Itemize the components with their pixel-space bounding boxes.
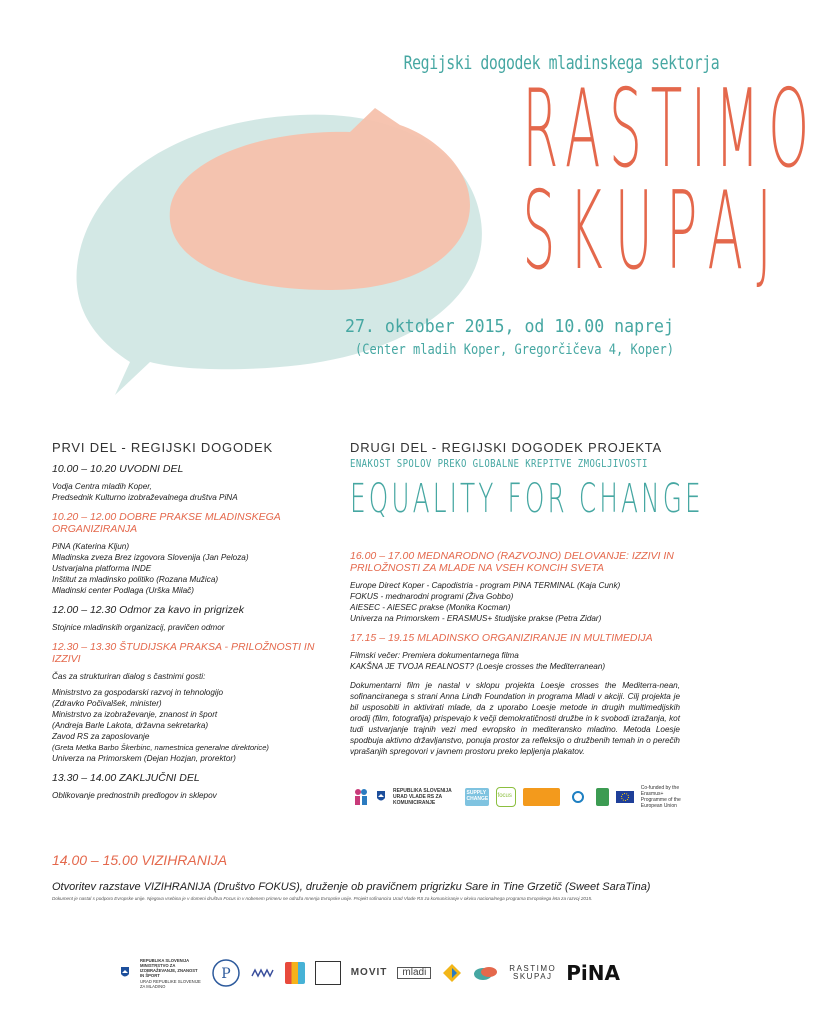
youth-office-logo-text: URAD REPUBLIKE SLOVENIJE ZA MLADINO bbox=[140, 978, 201, 989]
slovenia-crest-icon bbox=[120, 966, 130, 980]
section-line: Stojnice mladinskih organizacij, pravičen odmor bbox=[52, 623, 225, 632]
section-line: (Zdravko Počivalšek, minister) bbox=[52, 699, 162, 708]
university-seal-icon bbox=[211, 958, 241, 988]
figures-logo-icon bbox=[353, 788, 369, 806]
eu-flag-icon bbox=[616, 791, 634, 803]
section-lines bbox=[52, 790, 342, 801]
section-lines bbox=[350, 650, 680, 672]
gov-office-logo-text: REPUBLIKA SLOVENIJA URAD VLADE RS ZA KOMUNICIRANJE bbox=[393, 788, 452, 806]
stars-logo-icon bbox=[567, 790, 589, 804]
rastimo-skupaj-logo: RASTIMO SKUPAJ bbox=[509, 964, 557, 981]
colorful-partner-logo bbox=[285, 962, 305, 984]
supply-change-logo: SUPPLY CHANGE bbox=[465, 788, 489, 806]
section-line: Europe Direct Koper - Capodistria - program PiNA TERMINAL (Kaja Cunk) bbox=[350, 581, 621, 590]
section-line: Zavod RS za zaposlovanje bbox=[52, 732, 150, 741]
section-title: 16.00 – 17.00 MEDNARODNO (RAZVOJNO) DELOVANJE: IZZIVI IN PRILOŽNOSTI ZA MLADE NA VSEH KONCIH SVETA bbox=[350, 550, 674, 574]
section-line: Oblikovanje prednostnih predlogov in sklepov bbox=[52, 791, 217, 800]
section-lines bbox=[350, 580, 680, 624]
event-subtitle: Regijski dogodek mladinskega sektorja bbox=[403, 52, 720, 74]
section-line: (Greta Metka Barbo Škerbinc, namestnica generalne direktorice) bbox=[52, 743, 269, 752]
section-line: Univerza na Primorskem (Dejan Hozjan, prorektor) bbox=[52, 754, 236, 763]
orange-partner-logo bbox=[523, 788, 560, 806]
section-line: KAKŠNA JE TVOJA REALNOST? (Loesje crosses the Mediterranean) bbox=[350, 662, 606, 671]
movit-logo: MOVIT bbox=[350, 967, 388, 978]
section-title: 17.15 – 19.15 MLADINSKO ORGANIZIRANJE IN MULTIMEDIJA bbox=[350, 632, 653, 644]
program-part-one bbox=[52, 440, 342, 809]
section-line: Mladinska zveza Brez izgovora Slovenija (Jan Peloza) bbox=[52, 553, 249, 562]
slovenia-crest-icon bbox=[376, 790, 386, 804]
pina-logo: PiNA bbox=[566, 961, 620, 985]
green-partner-logo bbox=[596, 788, 609, 806]
section-line: PiNA (Katerina Kljun) bbox=[52, 542, 130, 551]
event-venue: (Center mladih Koper, Gregorčičeva 4, Koper) bbox=[355, 342, 674, 358]
partner-wordmark-icon bbox=[251, 968, 275, 978]
section-title: 12.30 – 13.30 ŠTUDIJSKA PRAKSA - PRILOŽNOSTI IN IZZIVI bbox=[52, 641, 315, 665]
section-line: Univerza na Primorskem - ERASMUS+ študijske prakse (Petra Zidar) bbox=[350, 614, 602, 623]
vizihranija-description: Otvoritev razstave VIZIHRANIJA (Društvo FOKUS), druženje ob pravičnem prigrizku Sare in Tine Grzetič (Sweet SaraTina) bbox=[52, 881, 651, 893]
event-title-line1: RASTIMO bbox=[522, 67, 818, 192]
section-line: Mladinski center Podlaga (Urška Milač) bbox=[52, 586, 194, 595]
section-lines bbox=[52, 541, 342, 596]
focus-logo: focus bbox=[496, 787, 516, 807]
ministry-logo-text: REPUBLIKA SLOVENIJA MINISTRSTVO ZA IZOBRAŽEVANJE, ZNANOST IN ŠPORT bbox=[140, 957, 198, 978]
event-date: 27. oktober 2015, od 10.00 naprej bbox=[344, 316, 674, 337]
section-lines bbox=[52, 622, 342, 633]
sponsor-logos-bottom bbox=[120, 953, 620, 993]
section-line: Predsednik Kulturno izobraževalnega društva PiNA bbox=[52, 493, 238, 502]
section-line: (Andreja Barle Lakota, državna sekretarka) bbox=[52, 721, 209, 730]
section-line: Vodja Centra mladih Koper, bbox=[52, 482, 152, 491]
section-line: AIESEC - AIESEC prakse (Monika Kocman) bbox=[350, 603, 511, 612]
program-part-two bbox=[350, 440, 704, 757]
section-line: Inštitut za mladinsko politiko (Rozana Mužica) bbox=[52, 575, 219, 584]
section-lines bbox=[52, 671, 342, 764]
section-line: Filmski večer: Premiera dokumentarnega filma bbox=[350, 651, 519, 660]
vizihranija-title: 14.00 – 15.00 VIZIHRANIJA bbox=[52, 852, 228, 868]
mladi-logo: mladi bbox=[397, 967, 431, 979]
section-lines bbox=[52, 481, 342, 503]
section-title: 12.00 – 12.30 Odmor za kavo in prigrizek bbox=[52, 604, 245, 616]
ministry-logo-text-block bbox=[140, 958, 201, 989]
section-line: FOKUS - mednarodni programi (Živa Gobbo) bbox=[350, 592, 514, 601]
svg-text:P: P bbox=[221, 966, 232, 982]
framed-partner-logo bbox=[315, 961, 340, 985]
film-description: Dokumentarni film je nastal v sklopu projekta Loesje crosses the Mediterra-nean, sofinanciranega s strani Anna Lindh Foundation in programa Mladi v akciji. Cilj projekta je bil usposobiti in aktivirati mlade, da z uporabo Loesje metode in drugih multimedijskih orodij (film, fotografija) prispevajo k večji demokratičnosti družbe in k svobodi izražanja, kot tudi ustvarjanje trajnih vezi med evropsko in mediteransko mladino. Metoda Loesje spodbuja aktivno državljanstvo, ponuja prostor za refleksijo o družbenih temah in o perečih vprašanjih spregovori v javnem prostoru preko lepljenja plakatov. bbox=[350, 681, 680, 756]
eu-logo-text: Co-funded by the Erasmus+ Programme of the European Union bbox=[640, 785, 681, 809]
section-line: Čas za strukturiran dialog s častnimi gosti: bbox=[52, 672, 206, 681]
part-two-heading: DRUGI DEL - REGIJSKI DOGODEK PROJEKTA bbox=[350, 440, 663, 455]
section-line: Ustvarjalna platforma INDE bbox=[52, 564, 152, 573]
section-line: Ministrstvo za izobraževanje, znanost in šport bbox=[52, 710, 218, 719]
section-title: 13.30 – 14.00 ZAKLJUČNI DEL bbox=[52, 772, 200, 784]
part-one-heading: PRVI DEL - REGIJSKI DOGODEK bbox=[52, 440, 273, 455]
rastimo-skupaj-bubbles-icon bbox=[473, 964, 499, 982]
ck-logo-icon bbox=[441, 962, 463, 984]
section-title: 10.20 – 12.00 DOBRE PRAKSE MLADINSKEGA ORGANIZIRANJA bbox=[52, 511, 281, 535]
eu-disclaimer: Dokument je nastal s podporo Evropske unije. Njegova vsebina je v domeni društva Focus in v nobenem primeru ne odraža mnenja Evropske unije. Projekt sofinancira Urad Vlade RS za komuniciranje v okviru nacionalnega programa Evropskega leta za razvoj 2015. bbox=[52, 896, 593, 901]
partner-logos-right bbox=[353, 782, 685, 812]
section-line: Ministrstvo za gospodarski razvoj in tehnologijo bbox=[52, 688, 224, 697]
event-title-line2: SKUPAJ bbox=[522, 169, 786, 294]
project-title: EQUALITY FOR CHANGE bbox=[350, 476, 704, 522]
project-subheading: ENAKOST SPOLOV PREKO GLOBALNE KREPITVE ZMOGLJIVOSTI bbox=[350, 457, 648, 470]
section-title: 10.00 – 10.20 UVODNI DEL bbox=[52, 463, 184, 475]
